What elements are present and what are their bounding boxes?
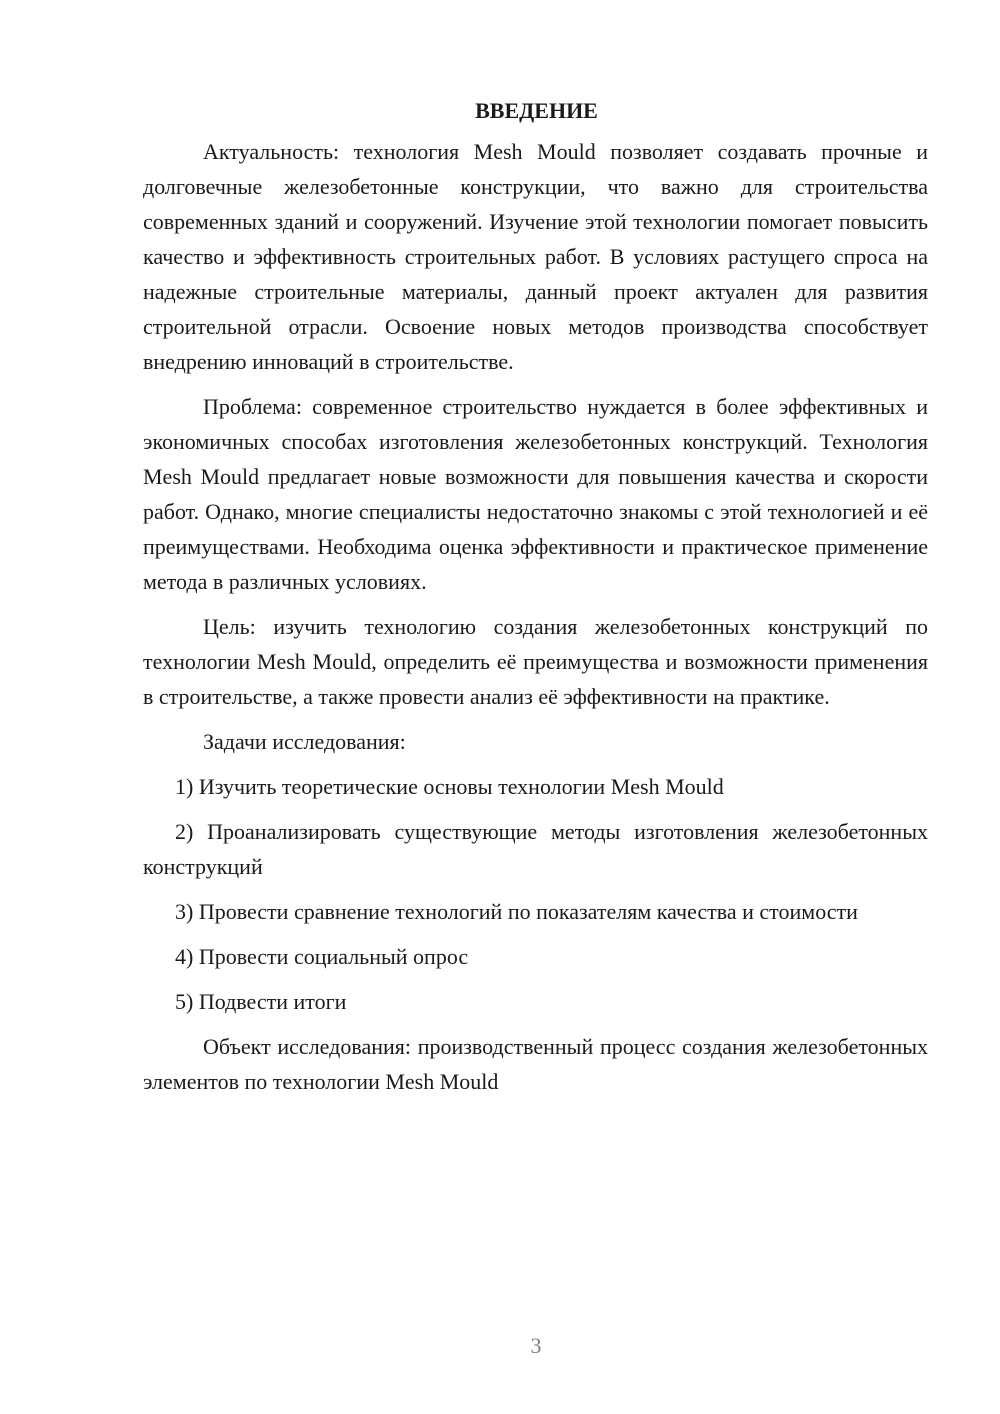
task-item-1: 1) Изучить теоретические основы технологии Mesh Mould [175,774,724,799]
goal-paragraph: Цель: изучить технологию создания железобетонных конструкций по технологии Mesh Mould, определить её преимущества и возможности применения в строительстве, а также провести анализ её эффективности на практике. [143,614,928,709]
task-item-4: 4) Провести социальный опрос [175,944,469,969]
task-item-5: 5) Подвести итоги [175,989,347,1014]
problem-paragraph: Проблема: современное строительство нуждается в более эффективных и экономичных способах изготовления железобетонных конструкций. Технология Mesh Mould предлагает новые возможности для повышения качества и скорости работ. Однако, многие специалисты недостаточно знакомы с этой технологией и её преимуществами. Необходима оценка эффективности и практическое применение метода в различных условиях. [143,394,928,594]
document-page [143,93,928,1109]
task-item-3: 3) Провести сравнение технологий по показателям качества и стоимости [175,899,858,924]
relevance-paragraph: Актуальность: технология Mesh Mould позволяет создавать прочные и долговечные железобетонные конструкции, что важно для строительства современных зданий и сооружений. Изучение этой технологии помогает повысить качество и эффективность строительных работ. В условиях растущего спроса на надежные строительные материалы, данный проект актуален для развития строительной отрасли. Освоение новых методов производства способствует внедрению инноваций в строительстве. [143,139,928,374]
tasks-intro: Задачи исследования: [203,729,406,754]
object-paragraph: Объект исследования: производственный процесс создания железобетонных элементов по технологии Mesh Mould [143,1034,928,1094]
section-heading: ВВЕДЕНИЕ [475,98,598,123]
task-item-2: 2) Проанализировать существующие методы изготовления железобетонных конструкций [143,819,928,879]
page-number: 3 [530,1333,542,1358]
